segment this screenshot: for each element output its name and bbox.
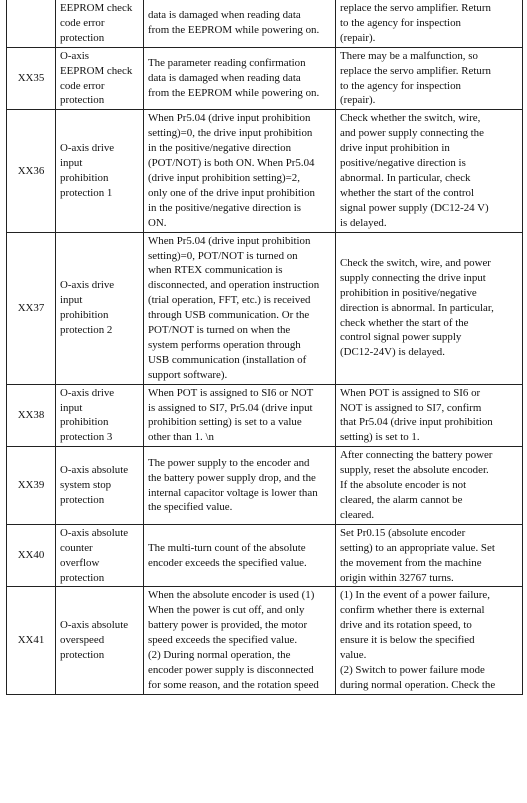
alarm-cause: The parameter reading confirmation data is damaged when reading data from the EEPROM while powering on. <box>144 47 336 110</box>
alarm-cause: When Pr5.04 (drive input prohibition setting)=0, POT/NOT is turned on when RTEX communication is disconnected, and operation instruction (trial operation, FFT, etc.) is received through USB communication. Or the POT/NOT is turned on when the system performs operation through USB communication (installation of support software). <box>144 232 336 384</box>
alarm-table <box>6 0 523 695</box>
alarm-action: Check whether the switch, wire, and power supply connecting the drive input prohibition in positive/negative direction is abnormal. In particular, check whether the start of the control signal power supply (DC12-24 V) is delayed. <box>336 110 523 232</box>
alarm-code: XX41 <box>7 587 56 694</box>
alarm-code: XX40 <box>7 524 56 587</box>
alarm-cause: The multi-turn count of the absolute encoder exceeds the specified value. <box>144 524 336 587</box>
alarm-code: XX35 <box>7 47 56 110</box>
alarm-code <box>7 0 56 47</box>
alarm-cause: When Pr5.04 (drive input prohibition setting)=0, the drive input prohibition in the positive/negative direction (POT/NOT) is both ON. When Pr5.04 (drive input prohibition setting)=2, only one of the drive input prohibition in the positive/negative direction is ON. <box>144 110 336 232</box>
table-row <box>7 524 523 587</box>
alarm-name: O-axis drive input prohibition protection 1 <box>56 110 144 232</box>
alarm-name: EEPROM check code error protection <box>56 0 144 47</box>
table-row <box>7 0 523 47</box>
table-row <box>7 232 523 384</box>
alarm-action: replace the servo amplifier. Return to the agency for inspection (repair). <box>336 0 523 47</box>
alarm-action: When POT is assigned to SI6 or NOT is assigned to SI7, confirm that Pr5.04 (drive input prohibition setting) is set to 1. <box>336 384 523 447</box>
alarm-action: There may be a malfunction, so replace the servo amplifier. Return to the agency for inspection (repair). <box>336 47 523 110</box>
alarm-code: XX39 <box>7 447 56 525</box>
table-row <box>7 47 523 110</box>
table-row <box>7 384 523 447</box>
alarm-cause: When the absolute encoder is used (1) When the power is cut off, and only battery power is provided, the motor speed exceeds the specified value. (2) During normal operation, the encoder power supply is disconnected for some reason, and the rotation speed <box>144 587 336 694</box>
table-row <box>7 447 523 525</box>
alarm-code: XX37 <box>7 232 56 384</box>
alarm-cause: When POT is assigned to SI6 or NOT is assigned to SI7, Pr5.04 (drive input prohibition setting) is set to a value other than 1. \n <box>144 384 336 447</box>
alarm-name: O-axis absolute system stop protection <box>56 447 144 525</box>
table-row <box>7 587 523 694</box>
alarm-name: O-axis EEPROM check code error protection <box>56 47 144 110</box>
alarm-name: O-axis absolute overspeed protection <box>56 587 144 694</box>
alarm-action: (1) In the event of a power failure, confirm whether there is external drive and its rotation speed, to ensure it is below the specified value. (2) Switch to power failure mode during normal operation. Check the <box>336 587 523 694</box>
alarm-action: Check the switch, wire, and power supply connecting the drive input prohibition in positive/negative direction is abnormal. In particular, check whether the start of the control signal power supply (DC12-24V) is delayed. <box>336 232 523 384</box>
alarm-code: XX36 <box>7 110 56 232</box>
table-row <box>7 110 523 232</box>
alarm-cause: The power supply to the encoder and the battery power supply drop, and the internal capacitor voltage is lower than the specified value. <box>144 447 336 525</box>
alarm-name: O-axis drive input prohibition protection 2 <box>56 232 144 384</box>
alarm-action: After connecting the battery power supply, reset the absolute encoder. If the absolute encoder is not cleared, the alarm cannot be cleared. <box>336 447 523 525</box>
alarm-cause: data is damaged when reading data from the EEPROM while powering on. <box>144 0 336 47</box>
alarm-code: XX38 <box>7 384 56 447</box>
alarm-name: O-axis drive input prohibition protection 3 <box>56 384 144 447</box>
alarm-name: O-axis absolute counter overflow protection <box>56 524 144 587</box>
alarm-action: Set Pr0.15 (absolute encoder setting) to an appropriate value. Set the movement from the machine origin within 32767 turns. <box>336 524 523 587</box>
